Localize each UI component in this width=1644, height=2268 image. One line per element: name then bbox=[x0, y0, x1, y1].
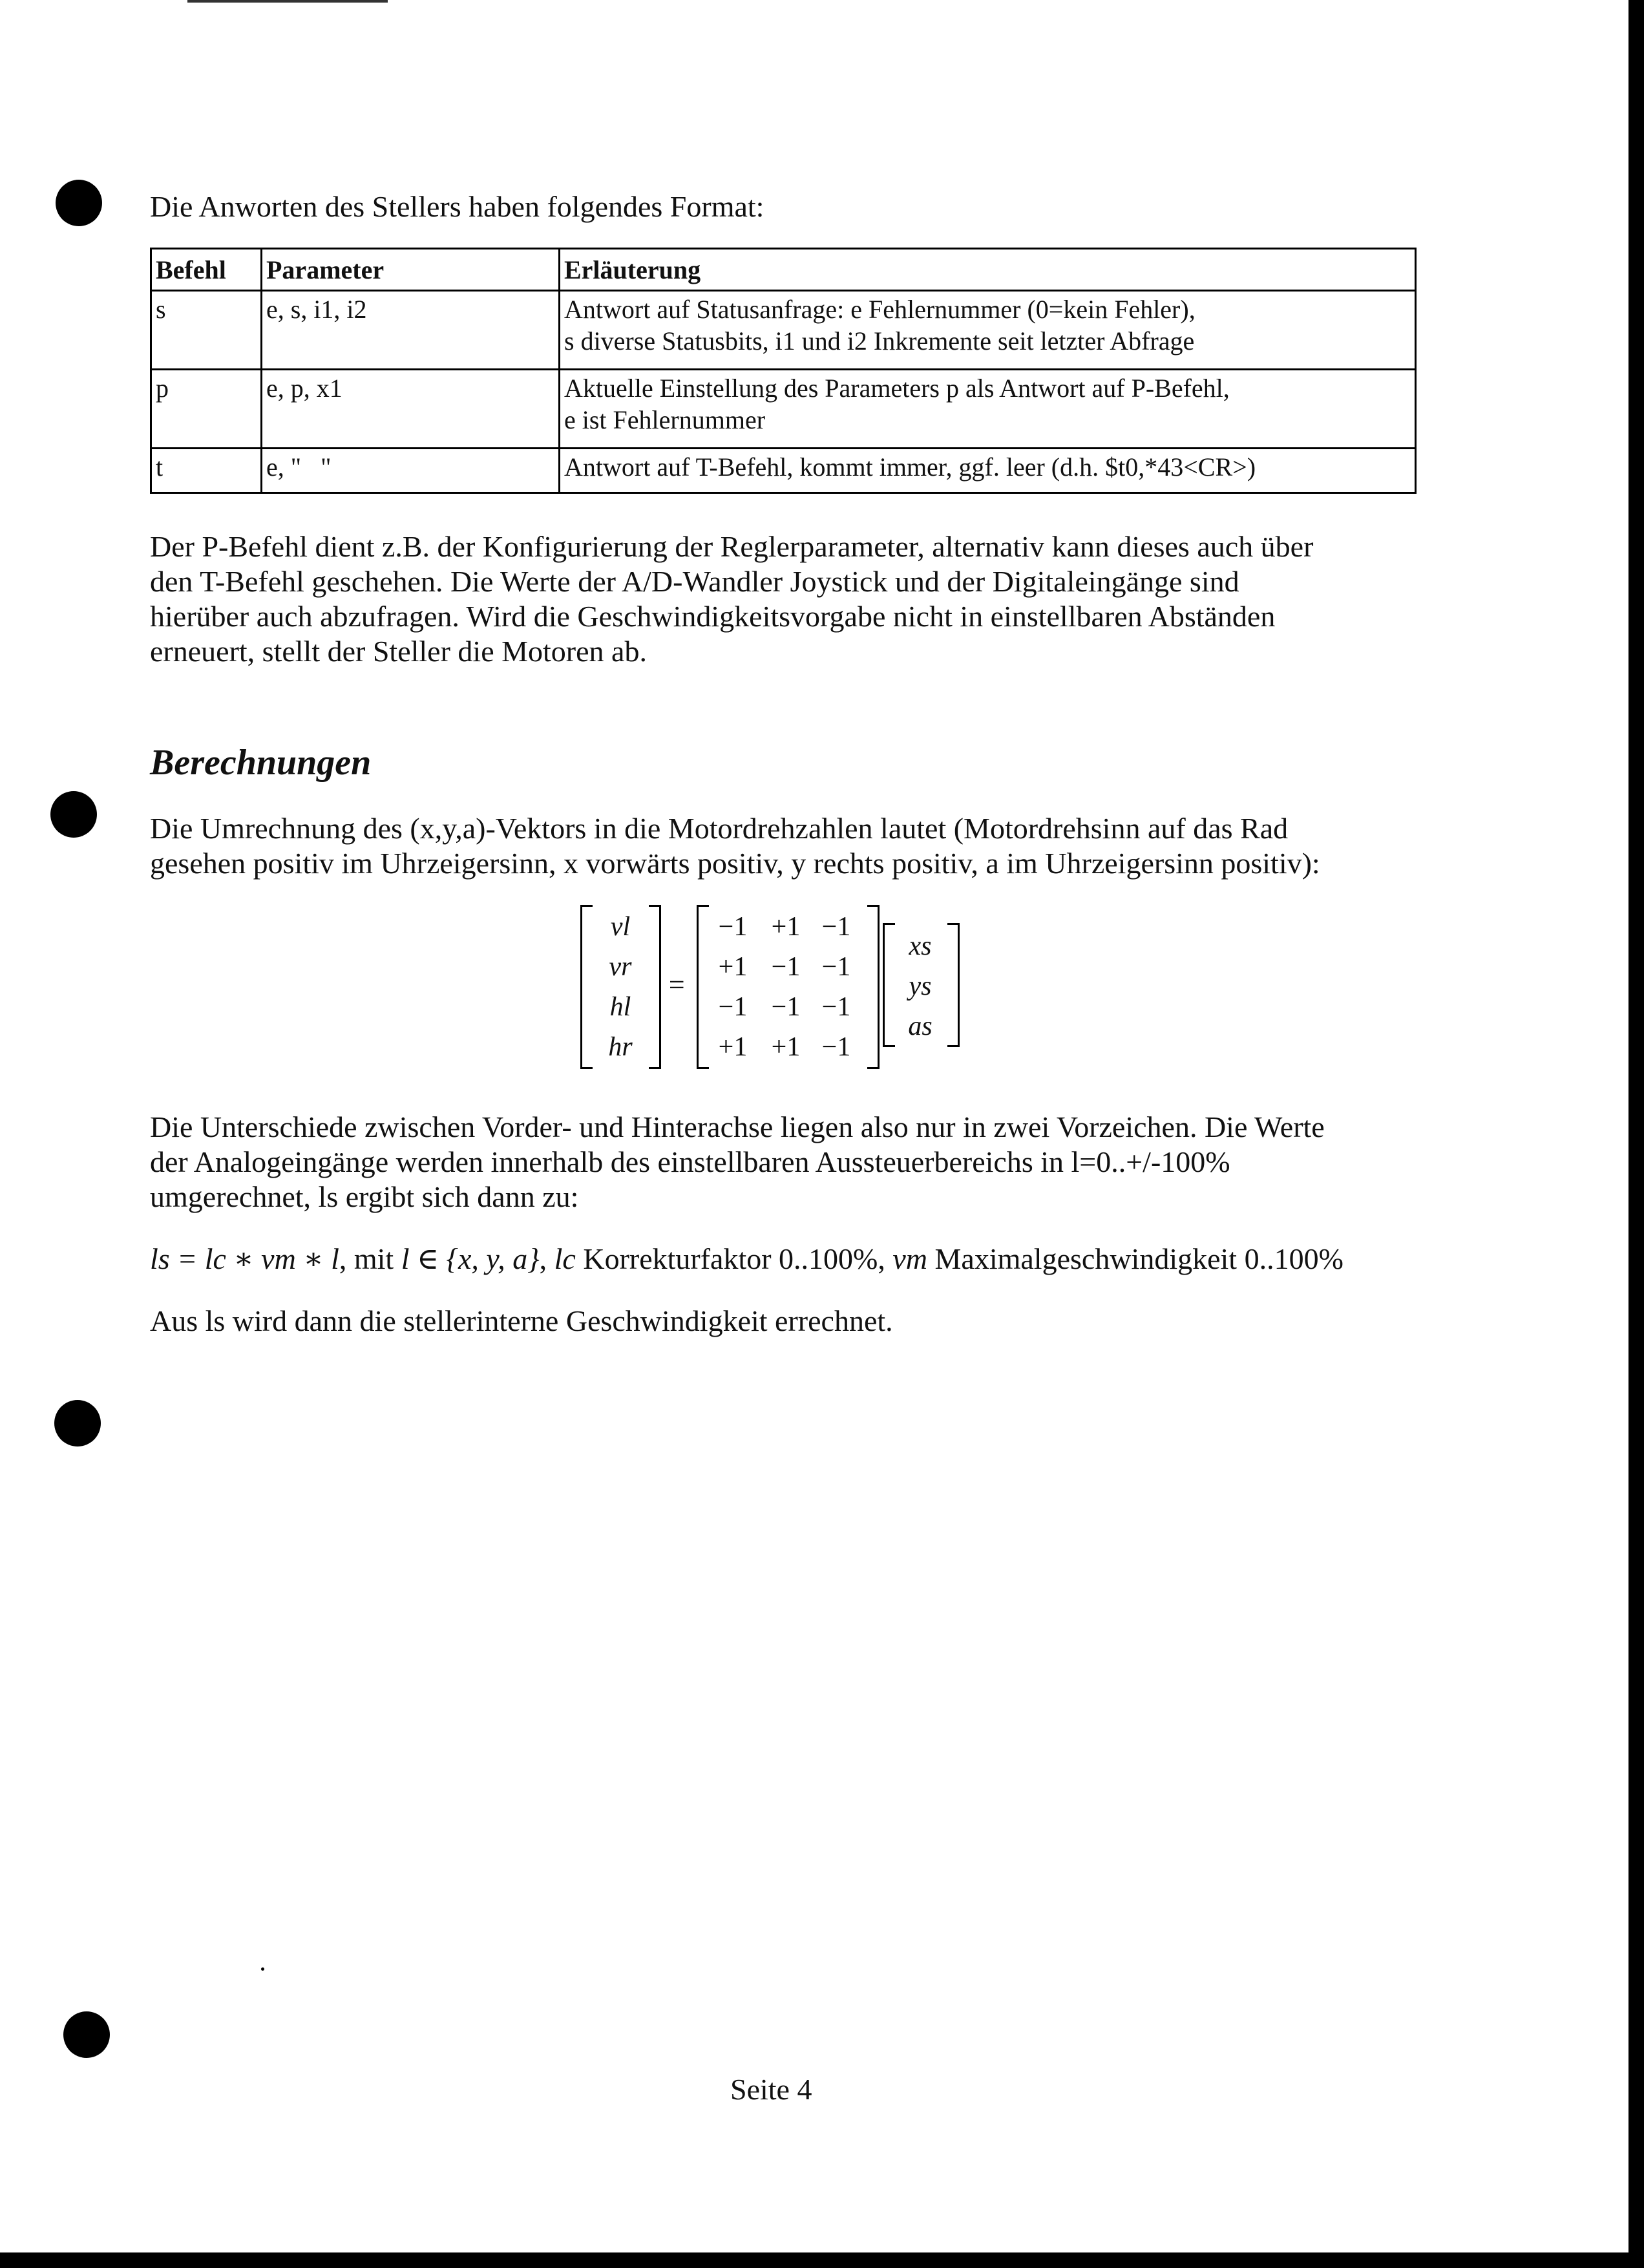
formula-line bbox=[150, 1241, 1344, 1277]
matrix-entry: +1 bbox=[771, 1032, 801, 1062]
matrix-entry: −1 bbox=[718, 992, 748, 1022]
cell-command: s bbox=[151, 291, 262, 370]
matrix-entry: −1 bbox=[718, 912, 748, 942]
paragraph-p-befehl-line-4: erneuert, stellt der Steller die Motoren ab. bbox=[150, 635, 647, 668]
cell-command: t bbox=[151, 449, 262, 493]
paragraph-stellerinterne: Aus ls wird dann die stellerinterne Geschwindigkeit errechnet. bbox=[150, 1304, 893, 1337]
formula-lc: lc bbox=[554, 1242, 576, 1275]
matrix-entry: −1 bbox=[821, 912, 851, 942]
cell-parameter: e, p, x1 bbox=[262, 370, 560, 449]
paragraph-p-befehl-line-3: hierüber auch abzufragen. Wird die Geschwindigkeitsvorgabe nicht in einstellbaren Abständen bbox=[150, 600, 1276, 633]
header-erlaeuterung: Erläuterung bbox=[560, 249, 1416, 291]
description-line: Aktuelle Einstellung des Parameters p als Antwort auf P-Befehl, bbox=[564, 374, 1230, 403]
formula-expression: ls = lc ∗ vm ∗ l bbox=[150, 1242, 339, 1275]
paragraph-p-befehl-line-1: Der P-Befehl dient z.B. der Konfigurierung der Reglerparameter, alternativ kann dieses auch über bbox=[150, 530, 1314, 563]
matrix-entry: +1 bbox=[718, 952, 748, 982]
header-befehl: Befehl bbox=[151, 249, 262, 291]
description-line: s diverse Statusbits, i1 und i2 Inkremente seit letzter Abfrage bbox=[564, 326, 1195, 355]
matrix-entry: −1 bbox=[821, 992, 851, 1022]
matrix-entry: +1 bbox=[718, 1032, 748, 1062]
paragraph-umrechnung-line-1: Die Umrechnung des (x,y,a)-Vektors in die Motordrehzahlen lautet (Motordrehsinn auf das Rad bbox=[150, 812, 1289, 845]
equals-sign: = bbox=[667, 969, 686, 1001]
formula-mit: , mit bbox=[339, 1242, 401, 1275]
formula-set: l ∈ {x, y, a} bbox=[401, 1242, 540, 1275]
formula-lc-text: Korrekturfaktor 0..100%, bbox=[575, 1242, 893, 1275]
paragraph-unterschiede-line-2: der Analogeingänge werden innerhalb des einstellbaren Aussteuerbereichs in l=0..+/-100% bbox=[150, 1145, 1230, 1178]
intro-text: Die Anworten des Stellers haben folgendes Format: bbox=[150, 190, 764, 223]
matrix-entry: +1 bbox=[771, 912, 801, 942]
header-parameter: Parameter bbox=[262, 249, 560, 291]
rhs-entry: xs bbox=[909, 931, 932, 961]
page-number: Seite 4 bbox=[730, 2073, 812, 2106]
formula-vm: vm bbox=[892, 1242, 928, 1275]
matrix-entry: −1 bbox=[771, 952, 801, 982]
matrix-entry: −1 bbox=[771, 992, 801, 1022]
cell-command: p bbox=[151, 370, 262, 449]
paragraph-unterschiede-line-1: Die Unterschiede zwischen Vorder- und Hinterachse liegen also nur in zwei Vorzeichen. Die Werte bbox=[150, 1110, 1325, 1143]
lhs-entry: vl bbox=[610, 912, 631, 942]
paragraph-umrechnung-line-2: gesehen positiv im Uhrzeigersinn, x vorwärts positiv, y rechts positiv, a im Uhrzeigersinn positiv): bbox=[150, 847, 1320, 880]
cell-parameter: e, s, i1, i2 bbox=[262, 291, 560, 370]
section-heading: Berechnungen bbox=[150, 743, 372, 783]
lhs-entry: hr bbox=[608, 1032, 633, 1062]
matrix-entry: −1 bbox=[821, 1032, 851, 1062]
matrix-entry: −1 bbox=[821, 952, 851, 982]
lhs-entry: vr bbox=[609, 952, 632, 982]
formula-separator: , bbox=[539, 1242, 554, 1275]
cell-description: Antwort auf T-Befehl, kommt immer, ggf. leer (d.h. $t0,*43<CR>) bbox=[560, 449, 1416, 493]
description-line: e ist Fehlernummer bbox=[564, 405, 766, 434]
paragraph-unterschiede-line-3: umgerechnet, ls ergibt sich dann zu: bbox=[150, 1180, 579, 1213]
lhs-bracket-right bbox=[649, 905, 661, 1069]
lhs-bracket-left bbox=[580, 905, 593, 1069]
formula-vm-text: Maximalgeschwindigkeit 0..100% bbox=[927, 1242, 1344, 1275]
rhs-bracket-left bbox=[883, 923, 895, 1047]
description-line: Antwort auf Statusanfrage: e Fehlernummer (0=kein Fehler), bbox=[564, 295, 1196, 324]
rhs-entry: as bbox=[908, 1012, 933, 1041]
paragraph-p-befehl-line-2: den T-Befehl geschehen. Die Werte der A/D-Wandler Joystick und der Digitaleingänge sind bbox=[150, 565, 1239, 598]
matrix-bracket-right bbox=[867, 905, 880, 1069]
cell-parameter: e, " " bbox=[262, 449, 560, 493]
rhs-entry: ys bbox=[909, 971, 932, 1001]
rhs-bracket-right bbox=[947, 923, 960, 1047]
lhs-entry: hl bbox=[609, 992, 631, 1022]
